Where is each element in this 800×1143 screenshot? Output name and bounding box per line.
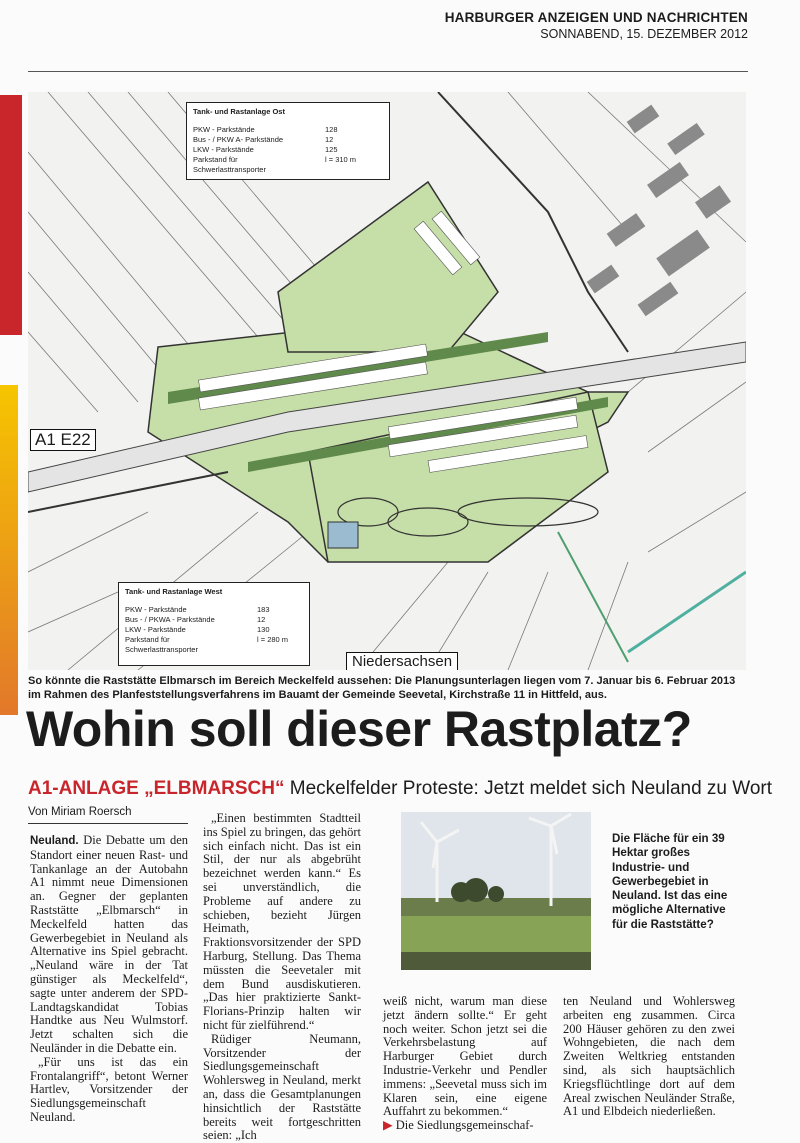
masthead	[445, 10, 748, 41]
legend-west-title: Tank- und Rastanlage West	[125, 587, 223, 596]
legend-rastanlage-west	[118, 582, 310, 666]
site-plan-figure	[28, 92, 746, 670]
issue-date: SONNABEND, 15. DEZEMBER 2012	[540, 27, 748, 41]
legend-ost-row: Bus - / PKW A- Parkstände 12	[193, 135, 334, 144]
legend-west-row: PKW - Parkstände 183	[125, 605, 270, 614]
arrow-right-icon: ▶	[383, 1118, 393, 1133]
wind-turbine-field-photo	[401, 812, 591, 970]
photo-drawing	[401, 812, 591, 970]
kicker	[28, 778, 772, 800]
legend-ost-title: Tank- und Rastanlage Ost	[193, 107, 285, 116]
legend-rastanlage-ost	[186, 102, 390, 180]
header-rule	[28, 71, 748, 72]
paragraph: „Für uns ist das ein Frontalangriff“, betont Werner Hartlev, Vorsitzender der Siedlungsgemeinschaft Neuland.	[30, 1054, 188, 1124]
legend-west-row: LKW - Parkstände 130	[125, 625, 270, 634]
legend-ost-row: PKW - Parkstände 128	[193, 125, 338, 134]
article-column-2	[203, 812, 361, 1143]
article-column-1	[30, 834, 188, 1125]
dateline: Neuland.	[30, 835, 79, 847]
legend-west-row: Parkstand für Schwerlasttransporter l = 280 m	[125, 635, 289, 654]
legend-ost-row: Parkstand für Schwerlasttransporter l = 310 m	[193, 155, 357, 174]
legend-west-row: Bus - / PKWA - Parkstände 12	[125, 615, 266, 624]
article-column-3	[383, 995, 547, 1133]
byline: Von Miriam Roersch	[28, 806, 132, 818]
paragraph: Die Debatte um den Standort einer neuen Rast- und Tankanlage an der Autobahn A1 nimmt neue Dimensionen an. Gegner der geplanten Raststätte „Elbmarsch“ in Meckelfeld hatten das Gewerbegebiet in Neuland als Alternative ins Spiel gebracht. „Neuland wäre in der Tat günstiger als Meckelfeld“, sagte unter anderem der SPD-Landtagskandidat Tobias Handtke aus Neu Wulmstorf. Jetzt schalten sich die Neuländer in die Debatte ein.	[30, 833, 188, 1055]
photo-caption: Die Fläche für ein 39 Hektar großes Industrie- und Gewerbegebiet in Neuland. Ist das eine mögliche Alternative für die Raststätte?	[612, 832, 728, 931]
paragraph: Rüdiger Neumann, Vorsitzender der Siedlungsgemeinschaft Wohlersweg in Neuland, merkt an, dass die Gesamtplanungen hinsichtlich der Raststätte bereits weit fortgeschritten seien: „Ich	[203, 1031, 361, 1143]
newspaper-name: HARBURGER ANZEIGEN UND NACHRICHTEN	[444, 10, 748, 25]
article-column-4	[563, 995, 735, 1119]
adjacent-page-strip-red	[0, 95, 22, 335]
kicker-topic: A1-ANLAGE „ELBMARSCH“	[28, 778, 285, 799]
headline: Wohin soll dieser Rastplatz?	[26, 701, 692, 757]
paragraph: Die Siedlungsgemeinschaf-	[395, 1118, 534, 1133]
adjacent-page-strip-yellow	[0, 385, 18, 715]
kicker-subtitle: Meckelfelder Proteste: Jetzt meldet sich Neuland zu Wort	[289, 778, 773, 799]
legend-ost-row: LKW - Parkstände 125	[193, 145, 338, 154]
byline-rule	[28, 823, 188, 824]
paragraph: „Einen bestimmten Stadtteil ins Spiel zu bringen, das gehört sich einfach nicht. Das ist ein Stil, der nur als abgebrüht bezeichnet werden kann.“ Es sei unverständlich, die Probleme auf andere zu schieben, bezieht Jürgen Heimath, Fraktionsvorsitzender der SPD Harburg, Stellung. Das Thema müssten die Seevetaler mit dem Bund ausdiskutieren. „Das hier praktizierte Sankt-Florians-Prinzip halten wir nicht für zielführend.“	[203, 811, 361, 1032]
state-label: Niedersachsen	[346, 652, 458, 670]
road-label: A1 E22	[30, 429, 96, 451]
figure-caption: So könnte die Raststätte Elbmarsch im Bereich Meckelfeld aussehen: Die Planungsunterlagen liegen vom 7. Januar bis 6. Februar 2013 im Rahmen des Planfeststellungsverfahrens im Bauamt der Gemeinde Seevetal, Kirchstraße 11 in Hittfeld, aus.	[28, 675, 736, 701]
paragraph: weiß nicht, warum man diese jetzt ändern sollte.“ Er geht noch weiter. Schon jetzt sei die Verkehrsbelastung auf Harburger Gebiet durch Industrie-Verkehr und Pendler immens: „Seevetal muss sich im Klaren sein, eine eigene Auffahrt zu bekommen.“	[383, 994, 547, 1119]
paragraph: ten Neuland und Wohlersweg arbeiten eng zusammen. Circa 200 Häuser gehören zu den zwei Wohngebieten, die nach dem Zweiten Weltkrieg entstanden sind, als sich hauptsächlich Kriegsflüchtlinge dort auf dem Areal zwischen Neuländer Straße, A1 und Elbdeich niederließen.	[563, 994, 735, 1119]
